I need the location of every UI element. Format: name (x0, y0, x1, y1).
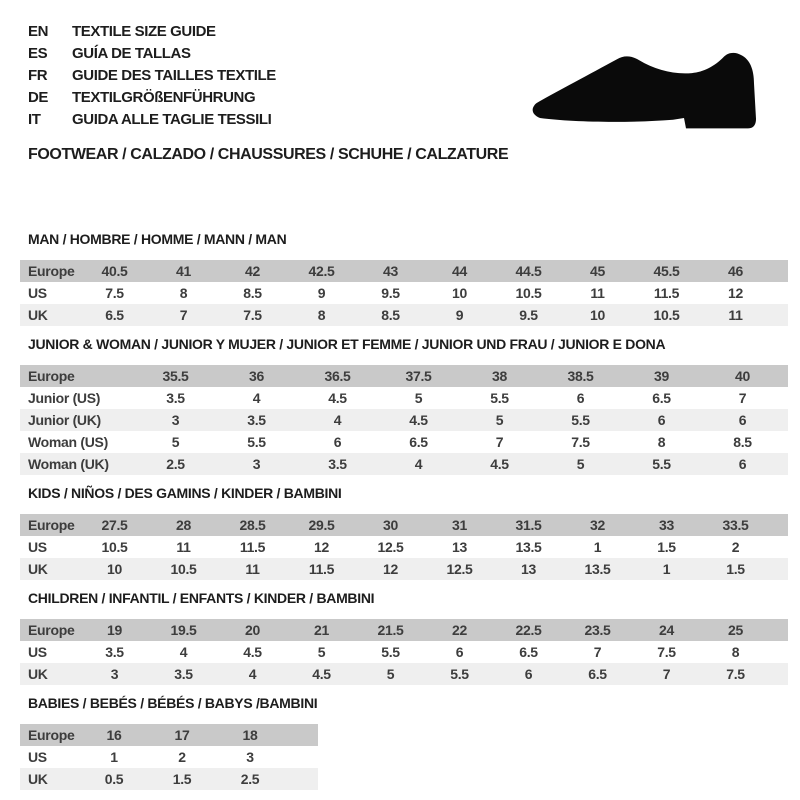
language-label: GUIDE DES TAILLES TEXTILE (72, 66, 276, 84)
size-cell: 16 (106, 727, 122, 743)
spacer-cell (770, 304, 788, 326)
language-row (28, 42, 276, 64)
size-cell: 4.5 (490, 456, 509, 472)
spacer-cell (783, 387, 788, 409)
size-table-title: BABIES / BEBÉS / BÉBÉS / BABYS /BAMBINI (28, 695, 318, 711)
size-cell: 7.5 (105, 285, 124, 301)
size-cell: 7 (593, 644, 602, 660)
size-cell: 1 (593, 539, 602, 555)
size-cell: 39 (654, 368, 669, 384)
size-cell: 11.5 (653, 285, 680, 301)
language-label: GUÍA DE TALLAS (72, 44, 191, 62)
table-row (20, 746, 318, 768)
table-row (20, 409, 788, 431)
size-cell: 37.5 (405, 368, 432, 384)
language-row (28, 86, 276, 108)
row-label: US (28, 285, 47, 301)
table-row (20, 365, 788, 387)
size-table (20, 514, 788, 580)
size-cell: 17 (174, 727, 190, 743)
table-row (20, 514, 788, 536)
row-label: US (28, 749, 47, 765)
size-cell: 10 (452, 285, 467, 301)
language-row (28, 64, 276, 86)
size-cell: 6 (738, 456, 747, 472)
size-cell: 10.5 (515, 285, 542, 301)
language-row (28, 20, 276, 42)
spacer-cell (770, 282, 788, 304)
size-tables (20, 232, 788, 800)
row-label: Europe (28, 368, 75, 384)
language-code: IT (28, 110, 41, 128)
size-cell: 4 (414, 456, 423, 472)
size-cell: 5 (317, 644, 326, 660)
size-table (20, 260, 788, 326)
size-cell: 6 (738, 412, 747, 428)
size-cell: 6.5 (105, 307, 124, 323)
size-table-section (20, 591, 788, 685)
size-cell: 10.5 (653, 307, 680, 323)
size-cell: 18 (242, 727, 258, 743)
size-cell: 5.5 (381, 644, 400, 660)
spacer-cell (770, 514, 788, 536)
size-cell: 11 (728, 307, 743, 323)
size-cell: 7.5 (726, 666, 745, 682)
size-cell: 7.5 (657, 644, 676, 660)
language-code: ES (28, 44, 48, 62)
size-table (20, 724, 318, 790)
table-row (20, 536, 788, 558)
size-cell: 40.5 (101, 263, 128, 279)
size-cell: 11.5 (239, 539, 266, 555)
size-cell: 44 (452, 263, 467, 279)
row-label: Junior (US) (28, 390, 101, 406)
size-cell: 22 (452, 622, 467, 638)
size-cell: 5.5 (490, 390, 509, 406)
size-cell: 19 (107, 622, 122, 638)
language-code: EN (28, 22, 49, 40)
size-cell: 33 (659, 517, 674, 533)
size-cell: 12 (728, 285, 743, 301)
size-cell: 24 (659, 622, 674, 638)
size-cell: 27.5 (101, 517, 128, 533)
size-cell: 2.5 (166, 456, 185, 472)
size-cell: 46 (728, 263, 743, 279)
size-cell: 10.5 (170, 561, 197, 577)
size-cell: 4.5 (312, 666, 331, 682)
size-cell: 13.5 (584, 561, 611, 577)
size-cell: 21.5 (377, 622, 404, 638)
size-cell: 29.5 (308, 517, 335, 533)
row-label: UK (28, 666, 48, 682)
size-cell: 5.5 (247, 434, 266, 450)
size-cell: 4.5 (328, 390, 347, 406)
table-row (20, 619, 788, 641)
size-cell: 6 (524, 666, 533, 682)
size-cell: 32 (590, 517, 605, 533)
size-cell: 3.5 (247, 412, 266, 428)
size-cell: 4 (333, 412, 342, 428)
size-cell: 5.5 (652, 456, 671, 472)
spacer-cell (284, 768, 318, 790)
size-cell: 23.5 (584, 622, 611, 638)
size-table-section (20, 486, 788, 580)
size-cell: 43 (383, 263, 398, 279)
size-cell: 19.5 (170, 622, 197, 638)
size-cell: 0.5 (104, 771, 124, 787)
spacer-cell (783, 365, 788, 387)
size-cell: 40 (735, 368, 750, 384)
size-table-title: CHILDREN / INFANTIL / ENFANTS / KINDER / BAMBINI (28, 590, 375, 606)
shoe-icon (528, 42, 758, 137)
size-cell: 10.5 (101, 539, 128, 555)
size-cell: 5.5 (450, 666, 469, 682)
size-cell: 5 (386, 666, 395, 682)
language-code: FR (28, 66, 48, 84)
size-cell: 9 (455, 307, 464, 323)
size-cell: 10 (107, 561, 122, 577)
size-cell: 31 (452, 517, 467, 533)
size-cell: 5 (414, 390, 423, 406)
size-cell: 42 (245, 263, 260, 279)
row-label: Woman (UK) (28, 456, 109, 472)
size-cell: 45 (590, 263, 605, 279)
size-cell: 1 (662, 561, 671, 577)
size-cell: 33.5 (722, 517, 749, 533)
category-line: FOOTWEAR / CALZADO / CHAUSSURES / SCHUHE / CALZATURE (28, 146, 509, 163)
spacer-cell (770, 558, 788, 580)
size-cell: 6 (657, 412, 666, 428)
size-cell: 2.5 (240, 771, 260, 787)
size-cell: 28.5 (239, 517, 266, 533)
size-table (20, 619, 788, 685)
size-cell: 9.5 (519, 307, 538, 323)
size-cell: 12.5 (446, 561, 473, 577)
spacer-cell (284, 746, 318, 768)
size-cell: 12 (383, 561, 398, 577)
size-cell: 8.5 (733, 434, 752, 450)
size-cell: 11 (590, 285, 605, 301)
size-cell: 3.5 (328, 456, 347, 472)
size-cell: 3.5 (166, 390, 185, 406)
size-cell: 7 (738, 390, 747, 406)
size-cell: 4 (179, 644, 188, 660)
size-cell: 36.5 (324, 368, 351, 384)
size-cell: 2 (178, 749, 186, 765)
size-cell: 13.5 (515, 539, 542, 555)
language-code: DE (28, 88, 49, 106)
table-row (20, 282, 788, 304)
language-list (28, 20, 276, 130)
size-cell: 8 (179, 285, 188, 301)
size-cell: 1.5 (657, 539, 676, 555)
size-cell: 7 (179, 307, 188, 323)
size-cell: 13 (452, 539, 467, 555)
size-cell: 6 (576, 390, 585, 406)
size-cell: 1.5 (172, 771, 192, 787)
row-label: UK (28, 307, 48, 323)
row-label: UK (28, 561, 48, 577)
size-cell: 30 (383, 517, 398, 533)
size-cell: 8 (657, 434, 666, 450)
size-cell: 4 (252, 390, 261, 406)
spacer-cell (783, 431, 788, 453)
table-row (20, 558, 788, 580)
size-cell: 6 (455, 644, 464, 660)
size-cell: 31.5 (515, 517, 542, 533)
row-label: US (28, 644, 47, 660)
language-label: TEXTILE SIZE GUIDE (72, 22, 216, 40)
size-cell: 20 (245, 622, 260, 638)
size-cell: 8.5 (243, 285, 262, 301)
language-label: GUIDA ALLE TAGLIE TESSILI (72, 110, 272, 128)
language-label: TEXTILGRÖßENFÜHRUNG (72, 88, 256, 106)
size-table-section (20, 232, 788, 326)
size-cell: 9.5 (381, 285, 400, 301)
size-cell: 36 (249, 368, 264, 384)
size-cell: 3 (246, 749, 254, 765)
size-cell: 5 (495, 412, 504, 428)
spacer-cell (770, 536, 788, 558)
size-table-section (20, 696, 788, 790)
size-cell: 3 (252, 456, 261, 472)
spacer-cell (770, 641, 788, 663)
size-cell: 35.5 (162, 368, 189, 384)
size-cell: 38 (492, 368, 507, 384)
table-row (20, 260, 788, 282)
spacer-cell (770, 663, 788, 685)
size-cell: 1.5 (726, 561, 745, 577)
size-table-section (20, 337, 788, 475)
spacer-cell (770, 619, 788, 641)
table-row (20, 453, 788, 475)
size-cell: 11 (245, 561, 260, 577)
size-cell: 9 (317, 285, 326, 301)
size-table (20, 365, 788, 475)
size-cell: 7.5 (571, 434, 590, 450)
row-label: Europe (28, 727, 75, 743)
size-cell: 6.5 (588, 666, 607, 682)
size-cell: 4.5 (409, 412, 428, 428)
size-cell: 3 (110, 666, 119, 682)
size-cell: 8 (317, 307, 326, 323)
size-cell: 5.5 (571, 412, 590, 428)
table-row (20, 724, 318, 746)
size-cell: 12 (314, 539, 329, 555)
table-row (20, 304, 788, 326)
size-table-title: KIDS / NIÑOS / DES GAMINS / KINDER / BAMBINI (28, 485, 342, 501)
spacer-cell (770, 260, 788, 282)
size-cell: 8 (731, 644, 740, 660)
table-row (20, 387, 788, 409)
size-cell: 7 (495, 434, 504, 450)
size-cell: 42.5 (308, 263, 335, 279)
row-label: Woman (US) (28, 434, 108, 450)
size-cell: 8.5 (381, 307, 400, 323)
size-cell: 1 (110, 749, 118, 765)
size-cell: 6 (333, 434, 342, 450)
size-cell: 5 (576, 456, 585, 472)
table-row (20, 768, 318, 790)
row-label: Europe (28, 263, 75, 279)
size-cell: 6.5 (519, 644, 538, 660)
table-row (20, 641, 788, 663)
table-row (20, 431, 788, 453)
size-cell: 41 (176, 263, 191, 279)
row-label: Junior (UK) (28, 412, 101, 428)
row-label: US (28, 539, 47, 555)
size-cell: 2 (731, 539, 740, 555)
size-cell: 13 (521, 561, 536, 577)
spacer-cell (284, 724, 318, 746)
size-cell: 25 (728, 622, 743, 638)
size-table-title: MAN / HOMBRE / HOMME / MANN / MAN (28, 231, 287, 247)
spacer-cell (783, 453, 788, 475)
size-cell: 45.5 (653, 263, 680, 279)
row-label: UK (28, 771, 48, 787)
size-cell: 44.5 (515, 263, 542, 279)
size-cell: 22.5 (515, 622, 542, 638)
size-cell: 3 (171, 412, 180, 428)
size-cell: 10 (590, 307, 605, 323)
size-cell: 6.5 (652, 390, 671, 406)
size-cell: 21 (314, 622, 329, 638)
spacer-cell (783, 409, 788, 431)
size-cell: 4 (248, 666, 257, 682)
size-cell: 4.5 (243, 644, 262, 660)
size-cell: 3.5 (174, 666, 193, 682)
size-cell: 7.5 (243, 307, 262, 323)
size-cell: 11.5 (308, 561, 335, 577)
size-cell: 12.5 (377, 539, 404, 555)
size-cell: 3.5 (105, 644, 124, 660)
size-cell: 6.5 (409, 434, 428, 450)
size-table-title: JUNIOR & WOMAN / JUNIOR Y MUJER / JUNIOR ET FEMME / JUNIOR UND FRAU / JUNIOR E DONA (28, 336, 666, 352)
row-label: Europe (28, 517, 75, 533)
size-cell: 11 (176, 539, 191, 555)
language-row (28, 108, 276, 130)
size-cell: 28 (176, 517, 191, 533)
size-cell: 5 (171, 434, 180, 450)
size-cell: 7 (662, 666, 671, 682)
row-label: Europe (28, 622, 75, 638)
table-row (20, 663, 788, 685)
size-cell: 38.5 (567, 368, 594, 384)
